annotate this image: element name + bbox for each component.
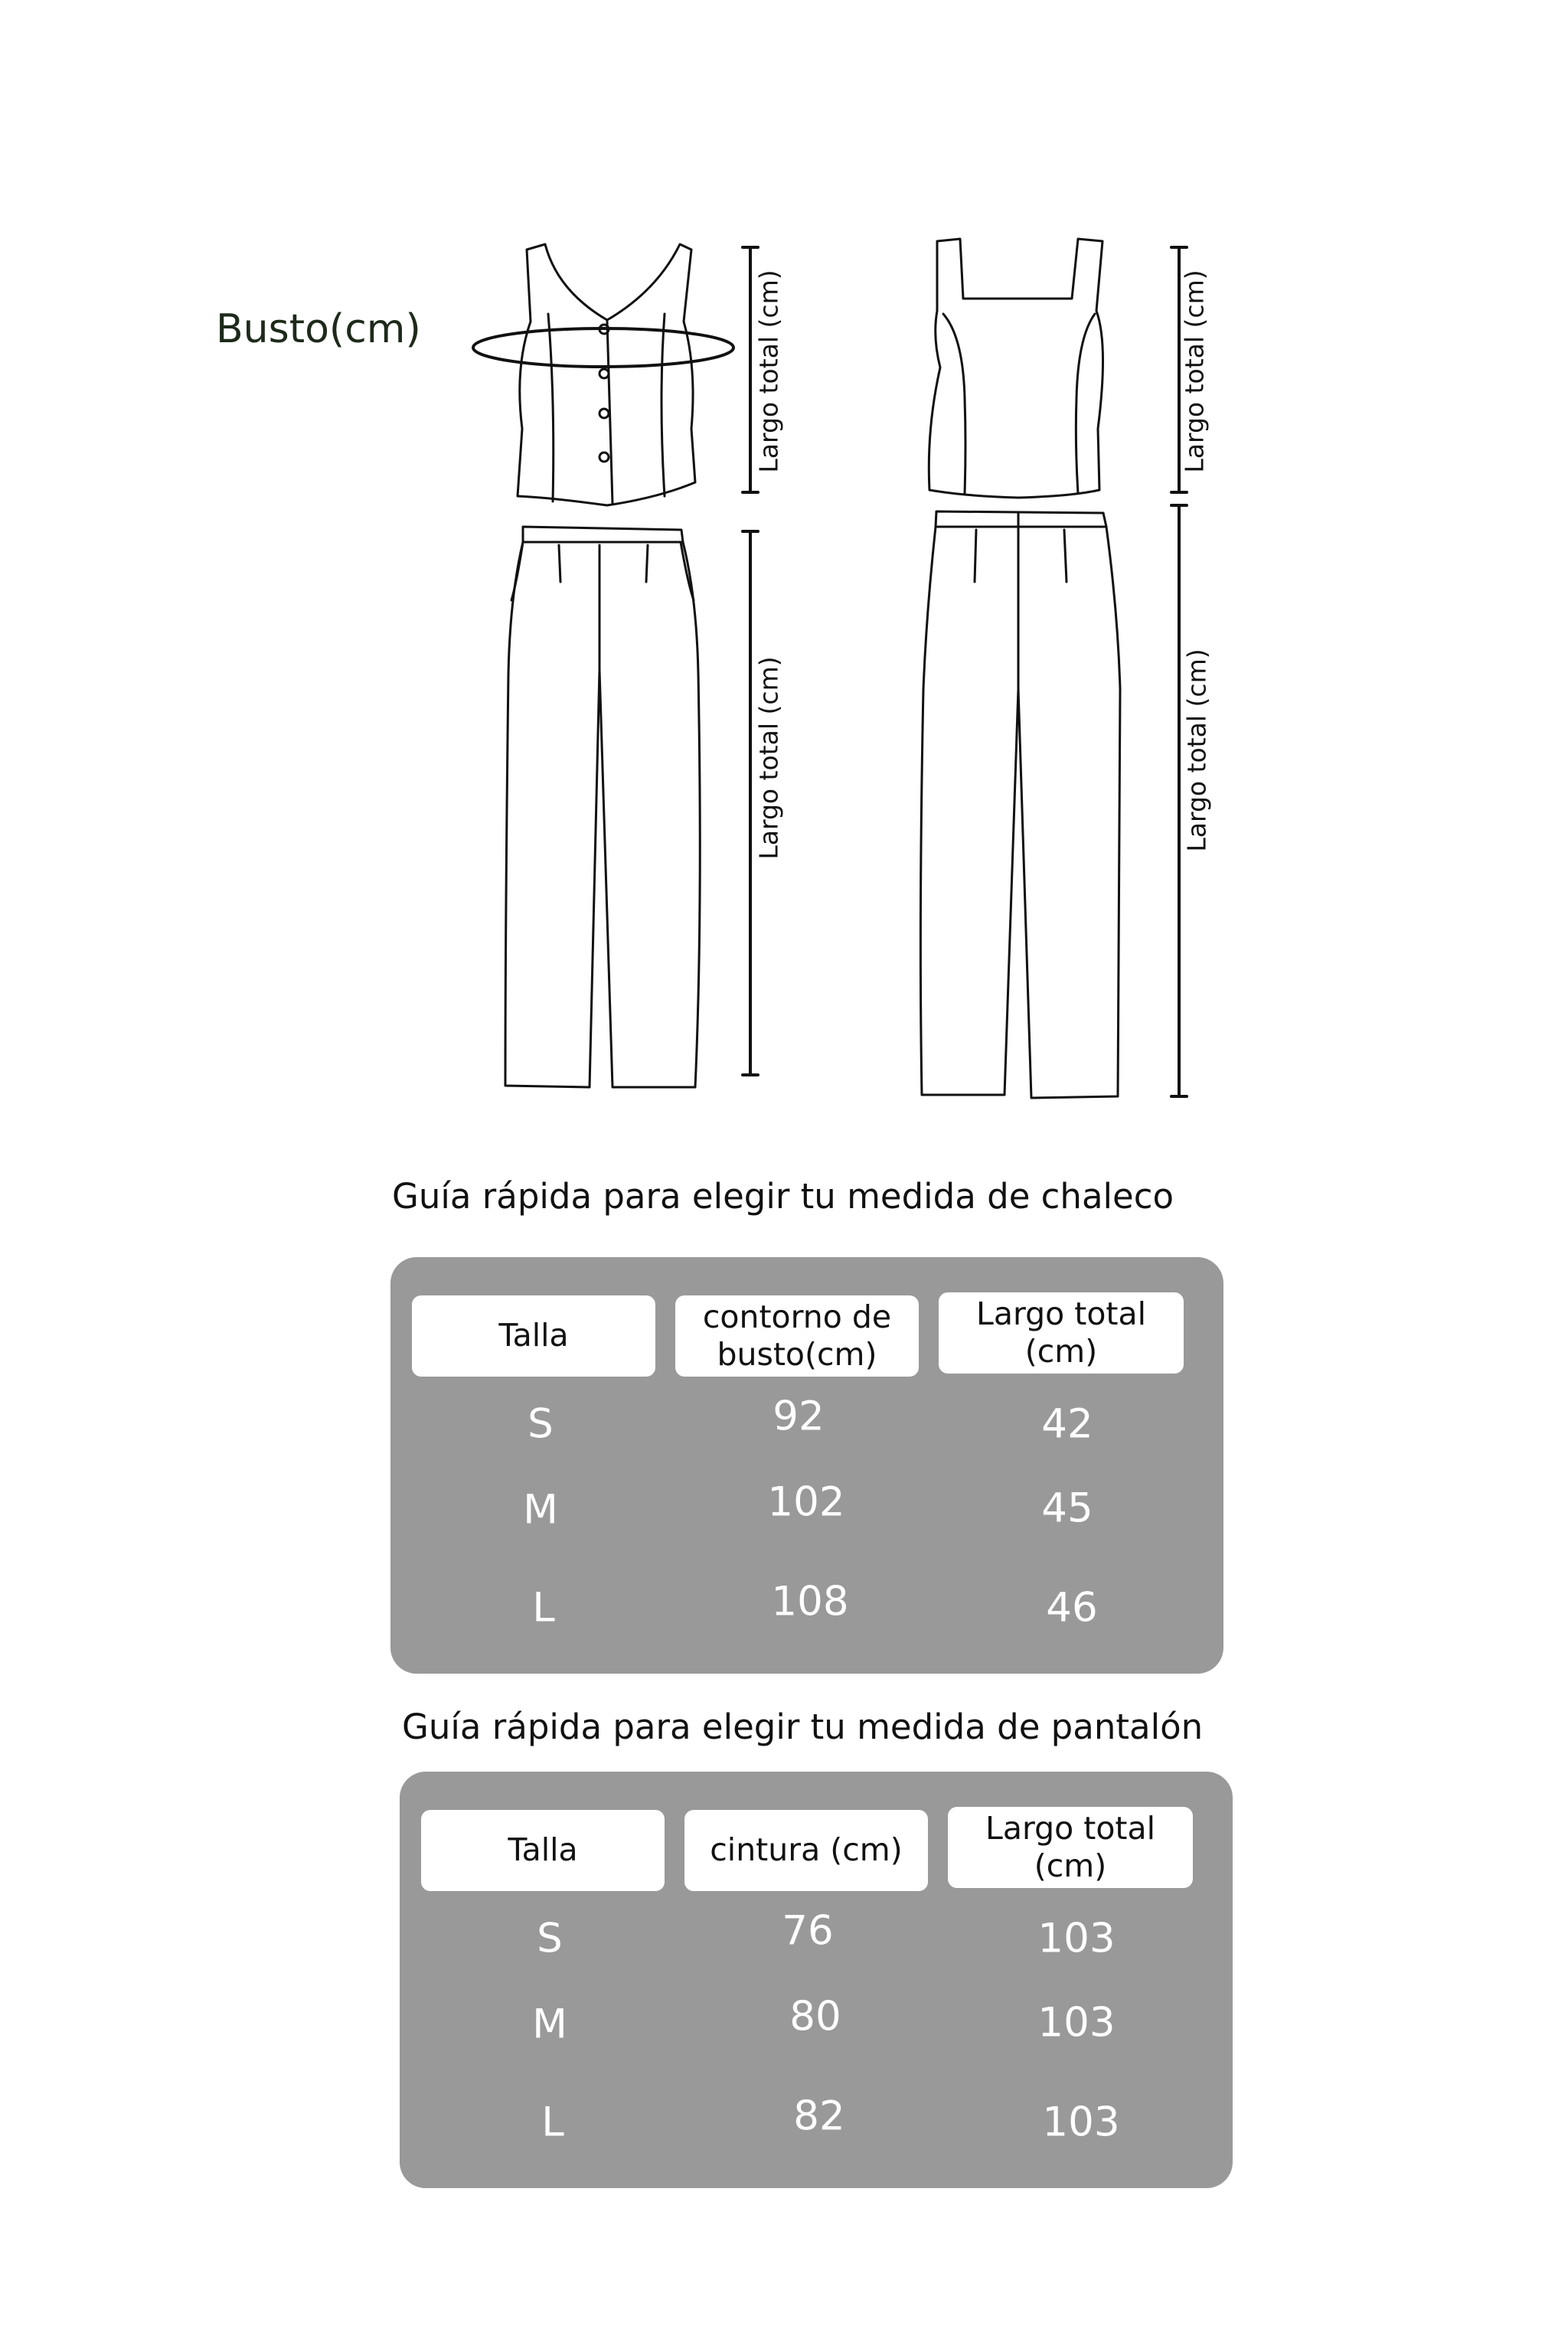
- pants-header-size: Talla: [421, 1810, 665, 1891]
- vest-row-m-size: M: [523, 1486, 558, 1534]
- pants-row-l-size: L: [541, 2099, 564, 2146]
- length-label-pants-back: Largo total (cm): [1181, 648, 1212, 852]
- length-label-pants-front: Largo total (cm): [753, 656, 784, 860]
- vest-front-drawing: [518, 244, 695, 505]
- length-label-vest-back: Largo total (cm): [1179, 270, 1210, 473]
- garment-diagram: [0, 0, 1568, 1133]
- vest-row-s-size: S: [528, 1400, 554, 1448]
- vest-header-size: Talla: [412, 1295, 655, 1377]
- vest-row-m-bust: 102: [767, 1478, 845, 1526]
- pants-row-l-length: 103: [1042, 2099, 1120, 2146]
- pants-row-l-waist: 82: [793, 2092, 845, 2140]
- vest-row-l-size: L: [532, 1584, 555, 1632]
- vest-row-s-bust: 92: [773, 1393, 825, 1440]
- pants-table-title: Guía rápida para elegir tu medida de pantalón: [402, 1707, 1204, 1747]
- vest-row-l-length: 46: [1046, 1584, 1098, 1632]
- pants-back-drawing: [920, 511, 1120, 1098]
- vest-header-bust: contorno de busto(cm): [675, 1295, 919, 1377]
- pants-header-length: Largo total (cm): [948, 1807, 1193, 1888]
- vest-row-l-bust: 108: [771, 1578, 849, 1625]
- pants-row-m-size: M: [532, 2001, 567, 2048]
- pants-size-table: [400, 1772, 1233, 2188]
- vest-size-table: [390, 1257, 1223, 1674]
- pants-front-drawing: [505, 527, 700, 1087]
- vest-row-s-length: 42: [1041, 1400, 1093, 1448]
- length-label-vest-front: Largo total (cm): [753, 270, 784, 473]
- pants-row-s-size: S: [537, 1915, 563, 1962]
- vest-table-title: Guía rápida para elegir tu medida de chaleco: [392, 1176, 1174, 1217]
- bust-label: Busto(cm): [216, 306, 421, 352]
- vest-back-drawing: [929, 239, 1102, 498]
- vest-header-length: Largo total (cm): [939, 1292, 1184, 1374]
- pants-row-s-length: 103: [1037, 1915, 1116, 1962]
- pants-row-s-waist: 76: [782, 1907, 834, 1955]
- vest-row-m-length: 45: [1041, 1485, 1093, 1532]
- pants-header-waist: cintura (cm): [684, 1810, 928, 1891]
- pants-row-m-waist: 80: [789, 1993, 841, 2040]
- pants-row-m-length: 103: [1037, 1999, 1116, 2047]
